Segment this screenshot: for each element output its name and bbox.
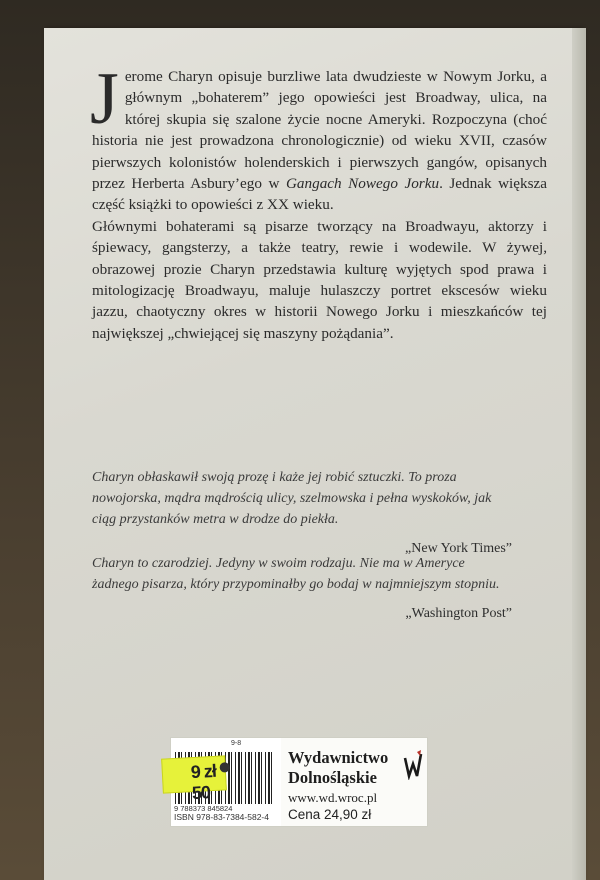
wd-logo-icon — [403, 750, 423, 780]
blurb-text — [90, 58, 548, 344]
blurb-paragraph-2: Głównymi bohaterami są pisarze tworzący na Broadwayu, aktorzy i śpiewacy, gangsterzy, a także teatry, rewie i wodewile. W żywej, obrazowej prozie Charyn przedstawia kulturę wyjętych spod prawa i mitologizację Broadwayu, maluje hulaszczy portret ekscesów wieku jazzu, chaotyczny okres w historii Nowego Jorku i mieszkańców tej największej „chwiejącej się maszyny pożądania”. — [92, 217, 547, 342]
quote-source: „Washington Post” — [405, 606, 512, 621]
barcode-digits: 9 788373 845824 — [174, 804, 233, 813]
sticker-price: 9 zł 50 — [190, 760, 217, 804]
dropcap: J — [90, 58, 119, 140]
barcode-top-digits: 9-8 — [231, 740, 242, 747]
book-title-italic: Gangach Nowego Jorku — [285, 175, 440, 193]
cover-edge — [572, 28, 586, 880]
blurb-paragraph-1: Jerome Charyn opisuje burzliwe lata dwudzieste w Nowym Jorku, a głównym „bohaterem” jego opowieści jest Broadway, ulica, na której skupia się szalone życie nocne Ameryki. Rozpoczyna (choć historia nie jest prowadzona chronologicznie) od wieku XVII, czasów pierwszych kolonistów holenderskich i pierwszych gangów, opisanych przez Herberta Asbury’ego w Gangach Nowego Jorku. Jednak większa część książki to opowieści z XX wieku. — [90, 58, 548, 214]
review-quote-wp — [92, 553, 512, 624]
quote-source: „New York Times” — [405, 541, 512, 556]
price-text: Cena 24,90 zł — [288, 807, 372, 822]
publisher-name: Wydawnictwo Dolnośląskie — [288, 748, 389, 787]
quote-text: Charyn obłaskawił swoją prozę i każe jej robić sztuczki. To proza nowojorska, mądra mądrością ulicy, szelmowska i pełna wyskoków, jak ciąg przystanków metra w drodze do piekła. — [92, 470, 492, 527]
publisher-website: www.wd.wroc.pl — [288, 790, 378, 805]
isbn-text: ISBN 978-83-7384-582-4 — [174, 812, 269, 822]
price-sticker — [161, 755, 227, 804]
review-quote-nyt — [92, 467, 512, 559]
quote-text: Charyn to czarodziej. Jedyny w swoim rodzaju. Nie ma w Ameryce żadnego pisarza, który przypominałby go bodaj w najmniejszym stopniu. — [92, 556, 500, 592]
